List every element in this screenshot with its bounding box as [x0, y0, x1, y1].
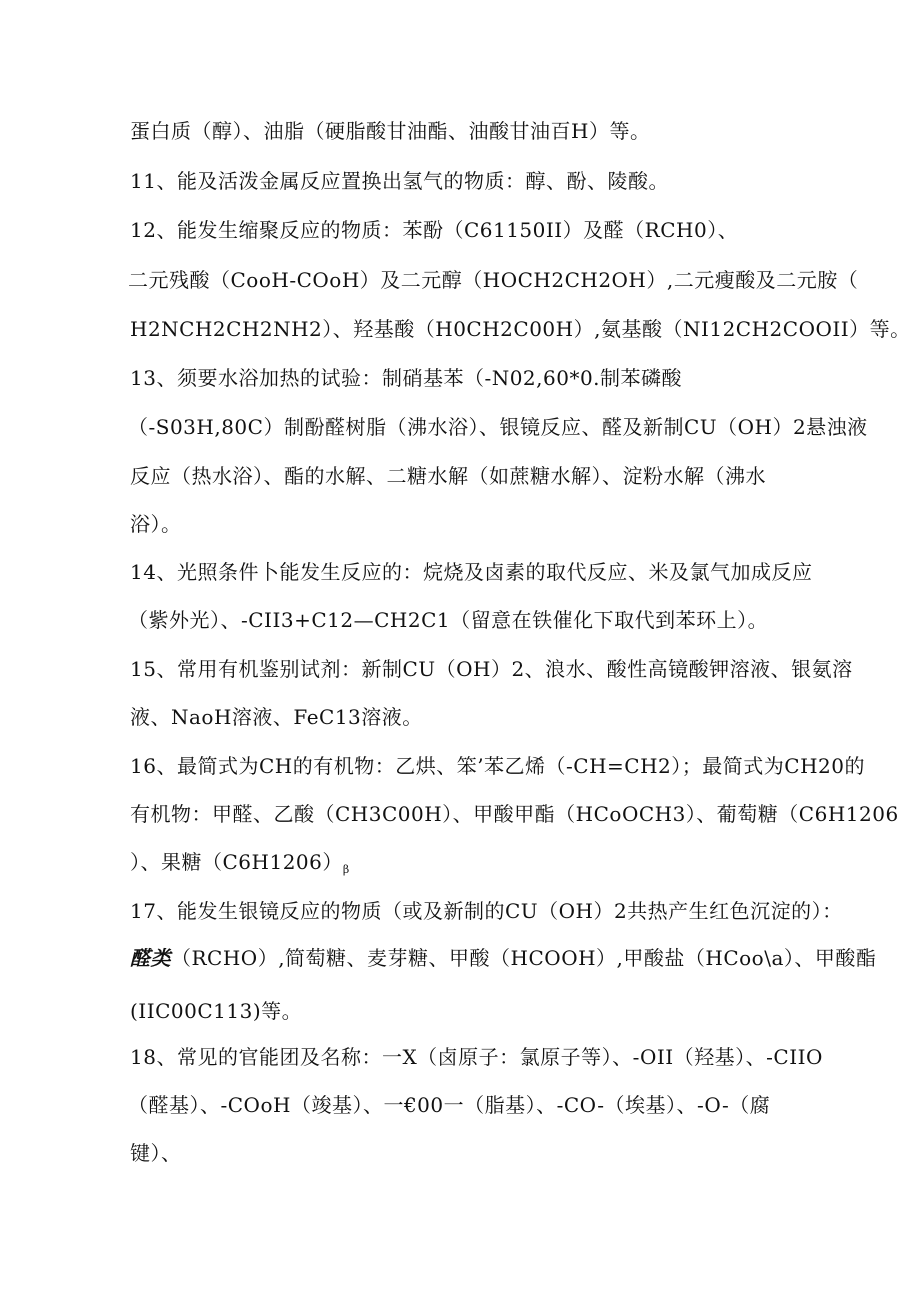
text-line-19: (IIC00C113)等。 [130, 999, 303, 1023]
text-line-17: 17、能发生银镜反应的物质（或及新制的CU（OH）2共热产生红色沉淀的）： [130, 899, 843, 923]
text-line-18-rest: （RCHO）,简萄糖、麦芽糖、甲酸（HCOOH）,甲酸盐（HCoo\a）、甲酸酯 [171, 946, 877, 970]
text-line-12: 15、常用有机鉴别试剂：新制CU（OH）2、浪水、酸性高镜酸钾溶液、银氨溶 [130, 657, 853, 681]
text-line-13: 液、NaoH溶液、FeC13溶液。 [130, 705, 423, 729]
text-line-9: 浴）。 [130, 512, 182, 536]
text-line-2: 11、能及活泼金属反应置换出氢气的物质：醇、酚、陵酸。 [130, 169, 669, 193]
text-line-6: 13、须要水浴加热的试验：制硝基苯（-N02,60*0.制苯磷酸 [130, 366, 683, 390]
text-line-16 [130, 849, 795, 883]
text-line-18 [130, 945, 877, 971]
text-line-11: （紫外光）、-CII3+C12—CH2C1（留意在铁催化下取代到苯环上）。 [128, 608, 769, 632]
text-line-7: （-S03H,80C）制酚醛树脂（沸水浴）、银镜反应、醛及新制CU（OH）2悬浊液 [128, 415, 868, 439]
text-line-1: 蛋白质（醇）、油脂（硬脂酸甘油酯、油酸甘油百H）等。 [130, 119, 651, 143]
beta-mark: β [342, 863, 350, 876]
text-line-16-main: ）、果糖（C6H1206） [130, 850, 343, 874]
text-line-22: 键）、 [130, 1141, 182, 1165]
aldehyde-emphasis: 醛类 [130, 946, 171, 970]
text-line-14: 16、最简式为CH的有机物：乙烘、笨’苯乙烯（-CH=CH2）；最简式为CH20的 [130, 754, 865, 778]
text-line-21: （醛基）、-COoH（竣基）、一€00一（脂基）、-CO-（埃基）、-O-（腐 [128, 1093, 771, 1117]
text-line-20: 18、常见的官能团及名称：一X（卤原子：氯原子等）、-OII（羟基）、-CIIO [130, 1045, 823, 1069]
text-line-4: 二元残酸（CooH-COoH）及二元醇（HOCH2CH2OH）,二元瘦酸及二元胺（ [128, 268, 859, 292]
text-line-8: 反应（热水浴）、酯的水解、二糖水解（如蔗糖水解）、淀粉水解（沸水 [130, 464, 766, 488]
text-line-15: 有机物：甲醛、乙酸（CH3C00H）、甲酸甲酯（HCoOCH3）、葡萄糖（C6H1206 [130, 802, 899, 826]
text-line-5: H2NCH2CH2NH2）、羟基酸（H0CH2C00H）,氨基酸（NI12CH2COOII）等。 [130, 317, 911, 341]
text-line-10: 14、光照条件卜能发生反应的：烷烧及卤素的取代反应、米及氯气加成反应 [130, 560, 813, 584]
text-line-3: 12、能发生缩聚反应的物质：苯酚（C61150II）及醛（RCH0）、 [130, 218, 739, 242]
